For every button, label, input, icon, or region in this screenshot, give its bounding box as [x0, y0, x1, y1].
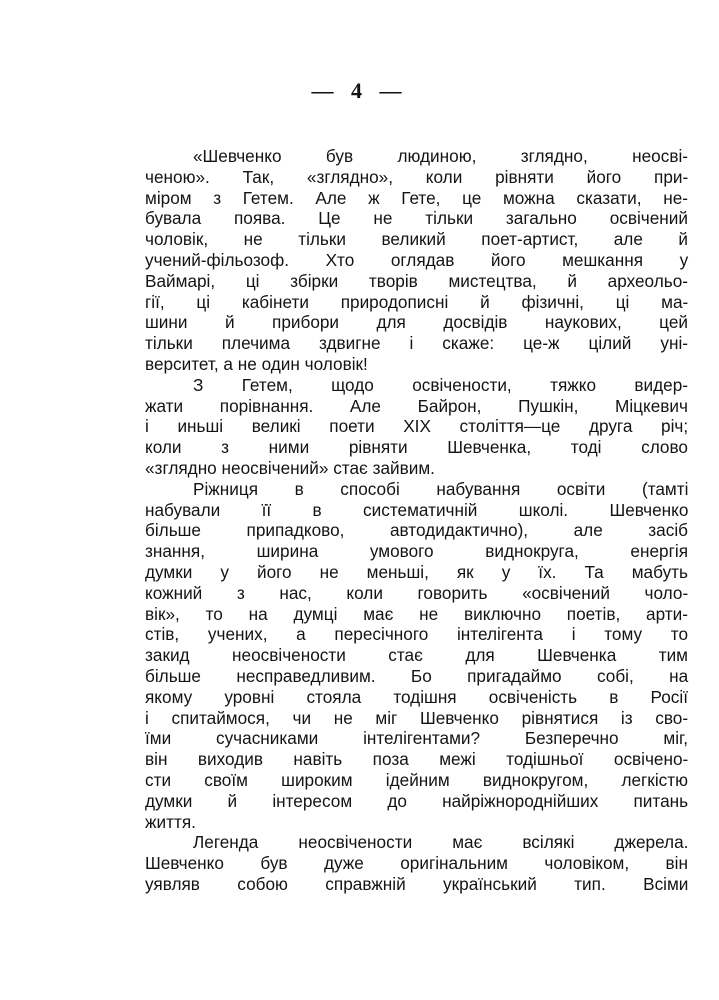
text-line: більше припадково, автодидактично), але засіб [145, 520, 688, 541]
text-line: кожний з нас, коли говорить «освічений чоло- [145, 582, 689, 603]
text-line: стів, учених, а пересічного інтелігента і тому то [145, 624, 688, 645]
text-line: коли з ними рівняти Шевченка, тоді слово [145, 437, 688, 458]
text-line: життя. [145, 811, 196, 832]
text-line: більше несправедливим. Бо пригадаймо собі, на [145, 665, 689, 686]
text-line: і иньші великі поети XIX століття—це друга річ; [145, 416, 689, 437]
text-line: якому уровні стояла тодішня освіченість в Росії [145, 686, 688, 707]
text-line: міром з Гетем. Але ж Гете, це можна сказати, не- [145, 187, 688, 208]
text-line: вік», то на думці має не виключно поетів, арти- [145, 603, 688, 624]
text-line: і спитаймося, чи не міг Шевченко рівнятися із сво- [145, 707, 689, 728]
text-line: уявляв собою справжній український тип. Всіми [145, 873, 689, 894]
text-line: гії, ці кабінети природописні й фізичні, ці ма- [145, 291, 689, 312]
body-text [145, 146, 688, 895]
text-line: їми сучасниками інтелігентами? Безперечно міг, [145, 728, 688, 749]
text-line: «зглядно неосвічений» стає зайвим. [145, 457, 435, 478]
text-line: З Гетем, щодо освічености, тяжко видер- [193, 374, 689, 395]
text-line: думки у його не меньші, як у їх. Та мабуть [145, 561, 688, 582]
text-line: чоловік, не тільки великий поет-артист, але й [145, 229, 688, 250]
text-line: Ріжниця в способі набування освіти (тамті [193, 478, 689, 499]
text-line: бувала поява. Це не тільки загально освічений [145, 208, 688, 229]
text-line: Шевченко був дуже оригінальним чоловіком, він [145, 853, 688, 874]
text-line: тільки плечима здвигне і скаже: це-ж цілий уні- [145, 333, 688, 354]
text-line: учений-фільозоф. Хто оглядав його мешкання у [145, 249, 689, 270]
text-line: закид неосвічености стає для Шевченка тим [145, 645, 688, 666]
text-line: «Шевченко був людиною, зглядно, неосві- [193, 146, 688, 166]
text-line: Ваймарі, ці збірки творів мистецтва, й археольо- [145, 270, 688, 291]
text-line: набували її в систематичній школі. Шевченко [145, 499, 689, 520]
page-number: — 4 — [311, 78, 408, 103]
text-line: верситет, а не один чоловік! [145, 353, 368, 374]
text-line: думки й інтересом до найріжнороднійших питань [145, 790, 689, 811]
text-line: ченою». Так, «зглядно», коли рівняти його при- [145, 166, 689, 187]
text-line: він виходив навіть поза межі тодішньої освічено- [145, 749, 689, 770]
text-line: жати порівнання. Але Байрон, Пушкін, Міцкевич [145, 395, 688, 416]
text-line: знання, ширина умового виднокруга, енергія [145, 541, 688, 562]
text-line: сти своїм широким ідейним виднокругом, легкістю [145, 769, 688, 790]
text-line: шини й прибори для досвідів наукових, цей [145, 312, 688, 333]
text-line: Легенда неосвічености має всілякі джерела. [193, 832, 689, 853]
